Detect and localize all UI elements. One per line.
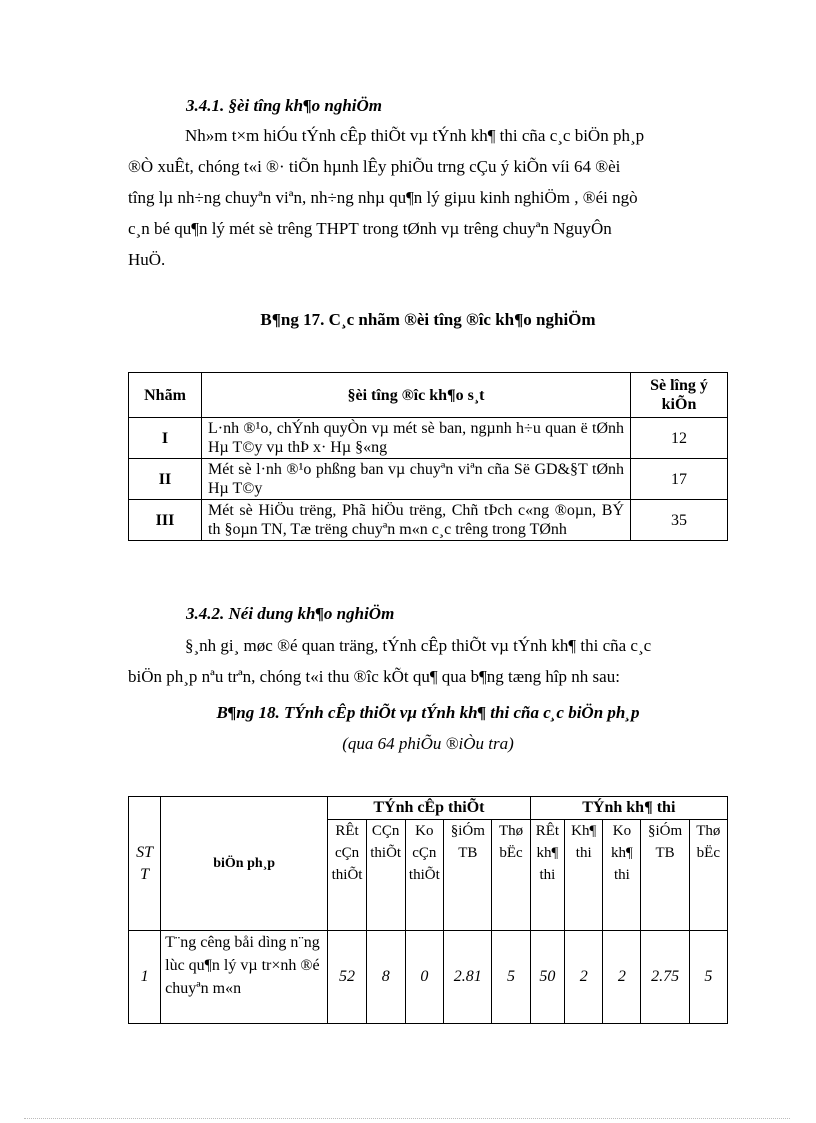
subheader-cell: Kh¶ thi bbox=[565, 820, 603, 931]
table-17 bbox=[128, 372, 728, 541]
solution-cell: T¨ng cêng båi dìng n¨ng lùc qu¶n lý vµ tr×nh ®é chuyªn m«n bbox=[161, 931, 328, 1024]
value-cell: 50 bbox=[530, 931, 564, 1024]
paragraph-line: Nh»m t×m hiÓu tÝnh cÊp thiÕt vµ tÝnh kh¶ thi cña c¸c biÖn ph¸p bbox=[185, 126, 645, 145]
value-cell: 2.75 bbox=[641, 931, 689, 1024]
subheader-cell: RÊt kh¶ thi bbox=[530, 820, 564, 931]
value-cell: 5 bbox=[492, 931, 530, 1024]
page-bottom-rule bbox=[24, 1118, 790, 1119]
header-subject: §èi tîng ®îc kh¶o s¸t bbox=[202, 373, 631, 418]
table-18-title: B¶ng 18. TÝnh cÊp thiÕt vµ tÝnh kh¶ thi cña c¸c biÖn ph¸p bbox=[216, 703, 640, 722]
header-group-feasibility: TÝnh kh¶ thi bbox=[530, 797, 727, 820]
subheader-cell: Thø bËc bbox=[492, 820, 530, 931]
paragraph-line: tîng lµ nh÷ng chuyªn viªn, nh÷ng nhµ qu¶n lý giµu kinh nghiÖm , ®éi ngò bbox=[128, 188, 638, 207]
section-1-paragraph bbox=[128, 120, 718, 275]
group-cell: III bbox=[129, 500, 202, 541]
header-group-necessity: TÝnh cÊp thiÕt bbox=[328, 797, 530, 820]
header-count: Sè lîng ý kiÕn bbox=[631, 373, 728, 418]
section-heading-2: 3.4.2. Néi dung kh¶o nghiÖm bbox=[186, 604, 395, 623]
table-18 bbox=[128, 796, 728, 1024]
paragraph-line: §¸nh gi¸ møc ®é quan träng, tÝnh cÊp thiÕt vµ tÝnh kh¶ thi cña c¸c bbox=[185, 636, 652, 655]
count-cell: 17 bbox=[631, 459, 728, 500]
subheader-cell: Thø bËc bbox=[689, 820, 727, 931]
paragraph-line: c¸n bé qu¶n lý mét sè trêng THPT trong tØnh vµ trêng chuyªn NguyÔn bbox=[128, 219, 612, 238]
value-cell: 0 bbox=[405, 931, 444, 1024]
subheader-cell: Ko cÇn thiÕt bbox=[405, 820, 444, 931]
header-solution: biÖn ph¸p bbox=[161, 797, 328, 931]
section-2-paragraph bbox=[128, 630, 718, 692]
desc-cell: Mét sè HiÖu trëng, Phã hiÖu trëng, Chñ tÞch c«ng ®oµn, BÝ th §oµn TN, Tæ trëng chuyªn m«n c¸c trêng trong TØnh bbox=[202, 500, 631, 541]
subheader-cell: Ko kh¶ thi bbox=[603, 820, 641, 931]
count-cell: 35 bbox=[631, 500, 728, 541]
value-cell: 2 bbox=[603, 931, 641, 1024]
value-cell: 52 bbox=[328, 931, 367, 1024]
stt-cell: 1 bbox=[129, 931, 161, 1024]
group-cell: II bbox=[129, 459, 202, 500]
table-row bbox=[129, 459, 728, 500]
subheader-cell: §iÓm TB bbox=[641, 820, 689, 931]
desc-cell: L·nh ®¹o, chÝnh quyÒn vµ mét sè ban, ngµnh h÷u quan ë tØnh Hµ T©y vµ thÞ x· Hµ §«ng bbox=[202, 418, 631, 459]
value-cell: 8 bbox=[366, 931, 405, 1024]
header-stt: ST T bbox=[129, 797, 161, 931]
table-row bbox=[129, 931, 728, 1024]
table-row bbox=[129, 418, 728, 459]
subheader-cell: RÊt cÇn thiÕt bbox=[328, 820, 367, 931]
table-row bbox=[129, 500, 728, 541]
header-group: Nhãm bbox=[129, 373, 202, 418]
value-cell: 2.81 bbox=[444, 931, 492, 1024]
table-header-row bbox=[129, 797, 728, 820]
paragraph-line: HuÖ. bbox=[128, 250, 166, 269]
table-header-row bbox=[129, 373, 728, 418]
paragraph-line: ®Ò xuÊt, chóng t«i ®· tiÕn hµnh lÊy phiÕu trng cÇu ý kiÕn víi 64 ®èi bbox=[128, 157, 621, 176]
value-cell: 2 bbox=[565, 931, 603, 1024]
paragraph-line: biÖn ph¸p nªu trªn, chóng t«i thu ®îc kÕt qu¶ qua b¶ng tæng hîp nh sau: bbox=[128, 667, 620, 686]
group-cell: I bbox=[129, 418, 202, 459]
value-cell: 5 bbox=[689, 931, 727, 1024]
section-heading-1: 3.4.1. §èi tîng kh¶o nghiÖm bbox=[186, 96, 383, 115]
count-cell: 12 bbox=[631, 418, 728, 459]
desc-cell: Mét sè l·nh ®¹o phßng ban vµ chuyªn viªn cña Së GD&§T tØnh Hµ T©y bbox=[202, 459, 631, 500]
table-18-subtitle: (qua 64 phiÕu ®iÒu tra) bbox=[342, 734, 514, 753]
subheader-cell: §iÓm TB bbox=[444, 820, 492, 931]
table-17-title: B¶ng 17. C¸c nhãm ®èi tîng ®îc kh¶o nghiÖm bbox=[260, 310, 596, 329]
subheader-cell: CÇn thiÕt bbox=[366, 820, 405, 931]
